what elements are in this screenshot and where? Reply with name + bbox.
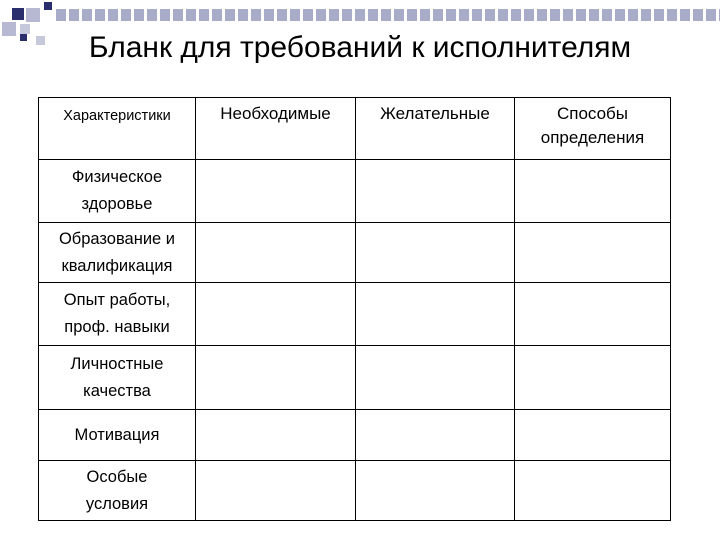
table-row bbox=[39, 283, 671, 346]
header-desirable: Желательные bbox=[356, 98, 515, 160]
corner-square-dark bbox=[12, 8, 24, 20]
header-characteristics: Характеристики bbox=[39, 98, 196, 160]
cell-desirable[interactable] bbox=[356, 410, 515, 461]
table-header-row bbox=[39, 98, 671, 160]
header-methods: Способы определения bbox=[515, 98, 671, 160]
table-row bbox=[39, 410, 671, 461]
row-label-motivation: Мотивация bbox=[39, 410, 196, 461]
table-row bbox=[39, 346, 671, 410]
cell-methods[interactable] bbox=[515, 461, 671, 521]
cell-methods[interactable] bbox=[515, 283, 671, 346]
cell-desirable[interactable] bbox=[356, 223, 515, 283]
row-label-special-conditions: Особые условия bbox=[39, 461, 196, 521]
table-row bbox=[39, 160, 671, 223]
cell-required[interactable] bbox=[196, 346, 356, 410]
cell-desirable[interactable] bbox=[356, 160, 515, 223]
page-title: Бланк для требований к исполнителям bbox=[88, 31, 632, 64]
cell-required[interactable] bbox=[196, 410, 356, 461]
cell-methods[interactable] bbox=[515, 223, 671, 283]
header-required: Необходимые bbox=[196, 98, 356, 160]
cell-desirable[interactable] bbox=[356, 346, 515, 410]
row-label-personal-qualities: Личностные качества bbox=[39, 346, 196, 410]
top-decor-bar bbox=[56, 9, 720, 21]
cell-methods[interactable] bbox=[515, 346, 671, 410]
cell-required[interactable] bbox=[196, 283, 356, 346]
row-label-education: Образование и квалификация bbox=[39, 223, 196, 283]
corner-square-dark bbox=[44, 2, 52, 10]
row-label-experience: Опыт работы, проф. навыки bbox=[39, 283, 196, 346]
cell-methods[interactable] bbox=[515, 410, 671, 461]
cell-required[interactable] bbox=[196, 160, 356, 223]
row-label-health: Физическое здоровье bbox=[39, 160, 196, 223]
cell-desirable[interactable] bbox=[356, 283, 515, 346]
cell-required[interactable] bbox=[196, 461, 356, 521]
cell-required[interactable] bbox=[196, 223, 356, 283]
table-row bbox=[39, 461, 671, 521]
corner-square-light bbox=[26, 8, 40, 22]
cell-desirable[interactable] bbox=[356, 461, 515, 521]
requirements-table bbox=[38, 97, 671, 521]
table-row bbox=[39, 223, 671, 283]
cell-methods[interactable] bbox=[515, 160, 671, 223]
